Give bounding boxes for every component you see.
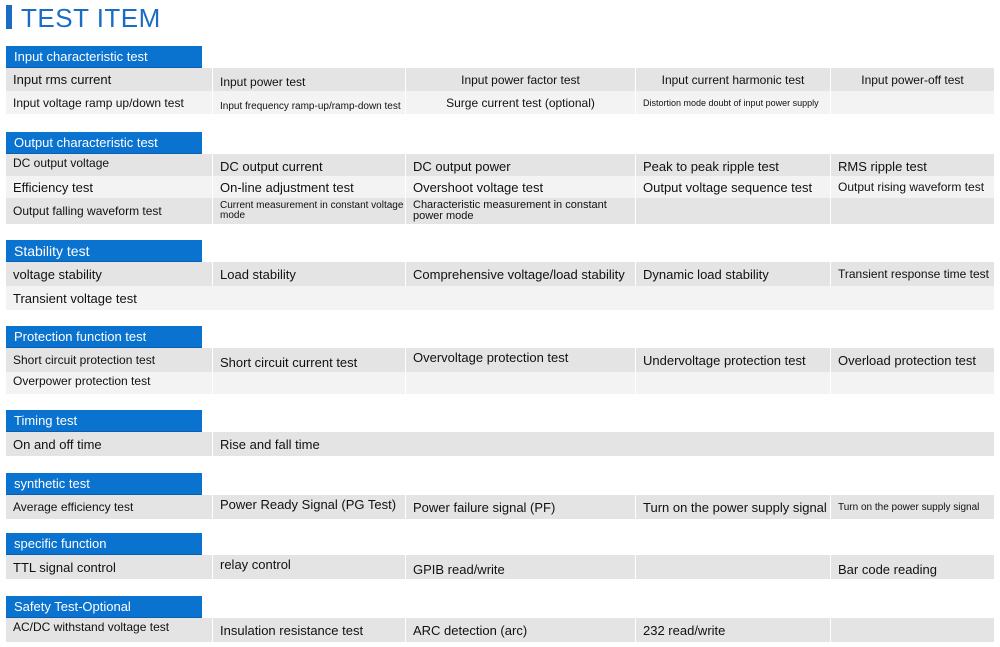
table-cell: Turn on the power supply signal: [635, 495, 830, 519]
table-cell: On and off time: [13, 436, 102, 452]
table-cell: Input rms current: [13, 72, 112, 87]
table-cell: ARC detection (arc): [405, 618, 635, 642]
table-cell: relay control: [212, 555, 405, 579]
table-cell: [212, 372, 405, 394]
table-cell: Input current harmonic test: [635, 68, 830, 91]
table-cell: Undervoltage protection test: [635, 348, 830, 372]
table-cell: Output voltage sequence test: [635, 176, 830, 198]
table-cell: [635, 198, 830, 224]
table-cell: Turn on the power supply signal: [830, 495, 994, 519]
table-cell: Input power test: [212, 68, 405, 91]
section-header: Timing test: [6, 410, 202, 432]
table-row: [6, 495, 994, 519]
section-synthetic: [6, 473, 994, 519]
table-cell: Overpower protection test: [13, 374, 151, 388]
table-cell: DC output power: [405, 154, 635, 176]
table-cell: DC output voltage: [13, 156, 110, 170]
table-cell: [830, 91, 994, 114]
section-specific-function: [6, 533, 994, 579]
table-cell: Overload protection test: [830, 348, 994, 372]
table-row: [6, 154, 994, 176]
section-header: Output characteristic test: [6, 132, 202, 154]
table-cell: Bar code reading: [830, 555, 994, 579]
table-row: [6, 198, 994, 224]
table-cell: Load stability: [212, 262, 405, 286]
table-cell: Dynamic load stability: [635, 262, 830, 286]
table-row: [6, 555, 994, 579]
table-cell: AC/DC withstand voltage test: [13, 620, 170, 634]
table-cell: Power Ready Signal (PG Test): [212, 495, 405, 519]
table-cell: Input frequency ramp-up/ramp-down test: [212, 91, 405, 114]
section-timing: [6, 410, 994, 456]
table-cell: [830, 372, 994, 394]
table-cell: Short circuit protection test: [13, 353, 156, 367]
table-row: [6, 176, 994, 198]
table-cell: Output rising waveform test: [830, 176, 994, 198]
table-cell: GPIB read/write: [405, 555, 635, 579]
table-row: [6, 262, 994, 286]
title-accent-bar: [6, 5, 12, 29]
table-cell: Insulation resistance test: [212, 618, 405, 642]
table-cell: Distortion mode doubt of input power supply: [635, 91, 830, 114]
section-input-characteristic: [6, 46, 994, 114]
table-cell: Comprehensive voltage/load stability: [405, 262, 635, 286]
section-header: specific function: [6, 533, 202, 555]
page-title: TEST ITEM: [21, 3, 161, 33]
table-cell: [830, 618, 994, 642]
section-protection: [6, 326, 994, 394]
table-cell: Surge current test (optional): [405, 91, 635, 114]
table-cell: [635, 555, 830, 579]
table-row: [6, 68, 994, 91]
table-cell: Current measurement in constant voltage mode: [212, 198, 405, 224]
table-cell: Input voltage ramp up/down test: [13, 95, 184, 110]
table-row: [6, 432, 994, 456]
table-cell: Output falling waveform test: [13, 204, 162, 218]
table-row: [6, 618, 994, 642]
table-cell: DC output current: [212, 154, 405, 176]
table-cell: Input power-off test: [830, 68, 994, 91]
table-cell: Input power factor test: [405, 68, 635, 91]
table-row: [6, 348, 994, 372]
section-header: Input characteristic test: [6, 46, 202, 68]
table-cell: Overvoltage protection test: [405, 348, 635, 372]
table-cell: Peak to peak ripple test: [635, 154, 830, 176]
section-output-characteristic: [6, 132, 994, 224]
table-cell: Efficiency test: [13, 179, 93, 195]
table-cell: Transient response time test: [830, 262, 994, 286]
section-safety: [6, 596, 994, 642]
table-cell: voltage stability: [13, 266, 102, 282]
table-cell: 232 read/write: [635, 618, 830, 642]
section-stability: [6, 240, 994, 310]
section-header: synthetic test: [6, 473, 202, 495]
table-row: [6, 286, 994, 310]
section-header: Protection function test: [6, 326, 202, 348]
section-header: Stability test: [6, 240, 202, 262]
table-cell: Overshoot voltage test: [405, 176, 635, 198]
table-cell: TTL signal control: [13, 559, 116, 575]
table-cell: Rise and fall time: [212, 432, 994, 456]
table-row: [6, 372, 994, 394]
table-cell: Transient voltage test: [13, 290, 137, 306]
table-row: [6, 91, 994, 114]
table-cell: Average efficiency test: [13, 500, 134, 514]
table-cell: RMS ripple test: [830, 154, 994, 176]
table-cell: Power failure signal (PF): [405, 495, 635, 519]
table-cell: [635, 372, 830, 394]
table-cell: [405, 372, 635, 394]
table-cell: [830, 198, 994, 224]
table-cell: Characteristic measurement in constant power mode: [405, 198, 635, 224]
table-cell: Short circuit current test: [212, 348, 405, 372]
section-header: Safety Test-Optional: [6, 596, 202, 618]
table-cell: On-line adjustment test: [212, 176, 405, 198]
